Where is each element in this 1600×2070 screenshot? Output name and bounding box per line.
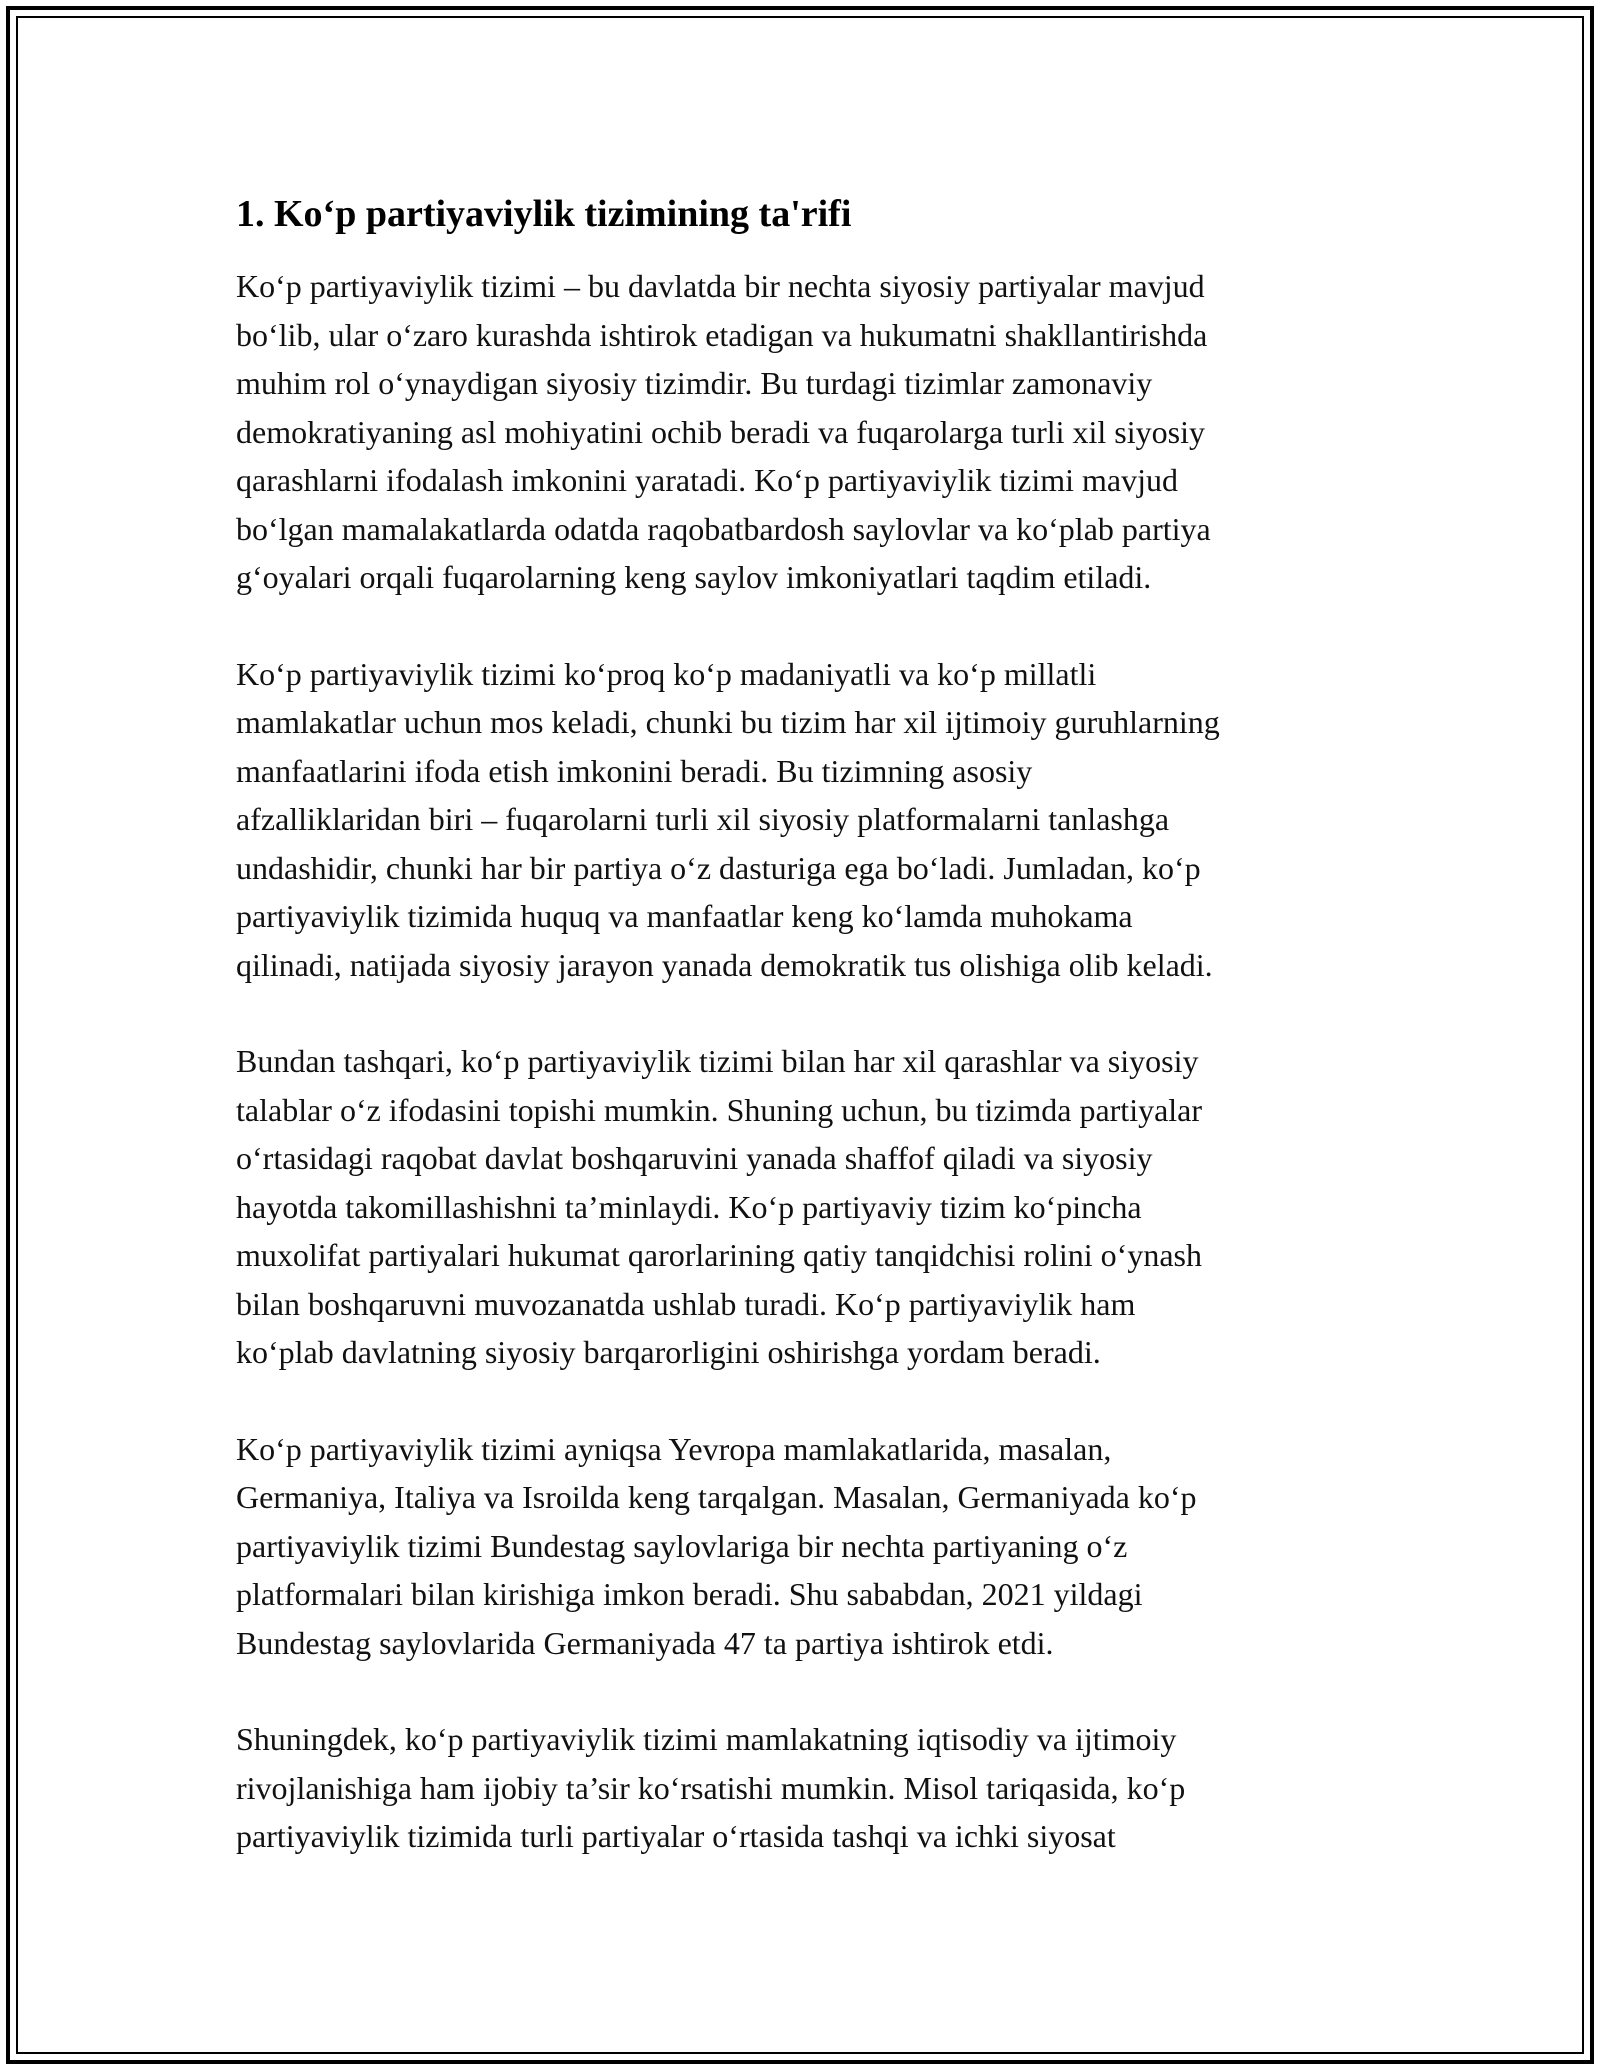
paragraph-line: Ko‘p partiyaviylik tizimi ko‘proq ko‘p madaniyatli va ko‘p millatli	[236, 655, 1097, 692]
paragraph-line: undashidir, chunki har bir partiya o‘z dasturiga ega bo‘ladi. Jumladan, ko‘p	[236, 849, 1201, 886]
paragraph-line: partiyaviylik tizimida turli partiyalar o‘rtasida tashqi va ichki siyosat	[236, 1818, 1116, 1854]
paragraph-line: muhim rol o‘ynaydigan siyosiy tizimdir. Bu turdagi tizimlar zamonaviy	[236, 365, 1153, 401]
paragraph-line: qarashlarni ifodalash imkonini yaratadi. Ko‘p partiyaviylik tizimi mavjud	[236, 462, 1178, 498]
paragraph-line: manfaatlarini ifoda etish imkonini beradi. Bu tizimning asosiy	[236, 752, 1033, 789]
paragraph-3	[236, 1037, 1416, 1377]
document-body	[236, 186, 1416, 1909]
paragraph-line: talablar o‘z ifodasini topishi mumkin. Shuning uchun, bu tizimda partiyalar	[236, 1091, 1203, 1128]
paragraph-line: g‘oyalari orqali fuqarolarning keng saylov imkoniyatlari taqdim etiladi.	[236, 559, 1152, 595]
paragraph-line: Ko‘p partiyaviylik tizimi – bu davlatda bir nechta siyosiy partiyalar mavjud	[236, 268, 1205, 304]
paragraph-line: demokratiyaning asl mohiyatini ochib beradi va fuqarolarga turli xil siyosiy	[236, 413, 1205, 450]
paragraph-line: Bundestag saylovlarida Germaniyada 47 ta partiya ishtirok etdi.	[236, 1624, 1054, 1661]
paragraph-line: platformalari bilan kirishiga imkon beradi. Shu sababdan, 2021 yildagi	[236, 1576, 1143, 1612]
paragraph-5	[236, 1715, 1416, 1861]
section-title: 1. Ko‘p partiyaviylik tizimining ta'rifi	[236, 193, 852, 235]
paragraph-line: afzalliklaridan biri – fuqarolarni turli xil siyosiy platformalarni tanlashga	[236, 801, 1170, 837]
paragraph-2	[236, 650, 1416, 990]
paragraph-4	[236, 1425, 1416, 1668]
paragraph-line: Germaniya, Italiya va Isroilda keng tarqalgan. Masalan, Germaniyada ko‘p	[236, 1479, 1197, 1515]
paragraph-line: muxolifat partiyalari hukumat qarorlarining qatiy tanqidchisi rolini o‘ynash	[236, 1237, 1202, 1273]
paragraph-line: ko‘plab davlatning siyosiy barqarorligini oshirishga yordam beradi.	[236, 1334, 1101, 1370]
paragraph-1	[236, 262, 1416, 602]
paragraph-line: o‘rtasidagi raqobat davlat boshqaruvini yanada shaffof qiladi va siyosiy	[236, 1140, 1153, 1176]
paragraph-line: bo‘lgan mamalakatlarda odatda raqobatbardosh saylovlar va ko‘plab partiya	[236, 510, 1211, 547]
paragraph-line: bilan boshqaruvni muvozanatda ushlab turadi. Ko‘p partiyaviylik ham	[236, 1285, 1136, 1322]
paragraph-line: bo‘lib, ular o‘zaro kurashda ishtirok etadigan va hukumatni shakllantirishda	[236, 316, 1208, 353]
paragraph-line: rivojlanishiga ham ijobiy ta’sir ko‘rsatishi mumkin. Misol tariqasida, ko‘p	[236, 1769, 1186, 1806]
paragraph-line: partiyaviylik tizimida huquq va manfaatlar keng ko‘lamda muhokama	[236, 898, 1133, 934]
paragraph-line: mamlakatlar uchun mos keladi, chunki bu tizim har xil ijtimoiy guruhlarning	[236, 704, 1220, 740]
paragraph-line: qilinadi, natijada siyosiy jarayon yanada demokratik tus olishiga olib keladi.	[236, 946, 1213, 983]
paragraph-line: Ko‘p partiyaviylik tizimi ayniqsa Yevropa mamlakatlarida, masalan,	[236, 1430, 1112, 1467]
paragraph-line: Shuningdek, ko‘p partiyaviylik tizimi mamlakatning iqtisodiy va ijtimoiy	[236, 1721, 1177, 1757]
paragraph-line: hayotda takomillashishni ta’minlaydi. Ko‘p partiyaviy tizim ko‘pincha	[236, 1188, 1142, 1225]
paragraph-line: partiyaviylik tizimi Bundestag saylovlariga bir nechta partiyaning o‘z	[236, 1527, 1128, 1564]
paragraph-line: Bundan tashqari, ko‘p partiyaviylik tizimi bilan har xil qarashlar va siyosiy	[236, 1043, 1199, 1079]
